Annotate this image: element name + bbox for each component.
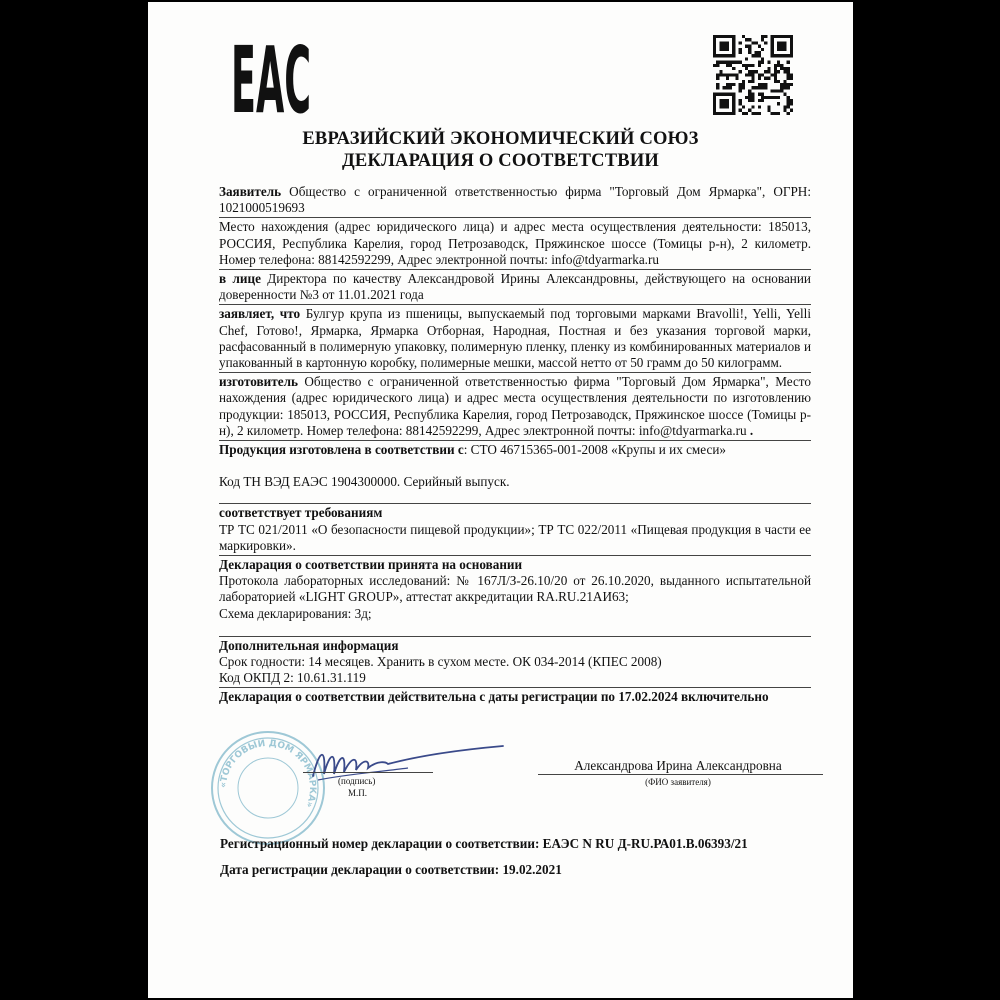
eac-logo [230, 27, 312, 134]
declares-section [219, 306, 811, 373]
manufacturer-end-mark: . [746, 422, 754, 438]
additional-label: Дополнительная информация [219, 637, 399, 653]
produced-label: Продукция изготовлена в соответствии с [219, 442, 464, 458]
additional-section [219, 638, 811, 689]
declares-label: заявляет, что [219, 306, 301, 322]
location-section [219, 219, 811, 270]
basis-section [219, 557, 811, 637]
signature-area [208, 726, 828, 836]
signer-name-caption: (ФИО заявителя) [645, 777, 711, 787]
manufacturer-section [219, 374, 811, 441]
title-line-2: ДЕКЛАРАЦИЯ О СООТВЕТСТВИИ [341, 151, 660, 171]
basis-scheme: Схема декларирования: 3д; [219, 605, 372, 621]
declaration-page [148, 2, 853, 998]
validity-text: Декларация о соответствии действительна с даты регистрации по 17.02.2024 включительно [219, 689, 769, 705]
complies-text: ТР ТС 021/2011 «О безопасности пищевой продукции»; ТР ТС 022/2011 «Пищевая продукция в части ее маркировки». [219, 521, 811, 553]
location-text: Место нахождения (адрес юридического лица) и адрес места осуществления деятельности: 185013, РОССИЯ, Республика Карелия, город Петрозаводск, Пряжинское шоссе (Томицы р-н), 2 километр. Номер телефона: 88142592299, Адрес электронной почты: info@tdyarmarka.ru [219, 219, 811, 267]
page-title [148, 128, 853, 172]
complies-label: соответствует требованиям [219, 505, 383, 521]
title-line-1: ЕВРАЗИЙСКИЙ ЭКОНОМИЧЕСКИЙ СОЮЗ [302, 129, 699, 149]
produced-section [219, 442, 811, 459]
tn-ved-code: Код ТН ВЭД ЕАЭС 1904300000. Серийный выпуск. [219, 474, 510, 490]
declaration-body [219, 184, 811, 708]
signature-caption: (подпись) [338, 776, 376, 786]
svg-text:ЕАС: ЕАС [231, 27, 311, 134]
svg-text:«ТОРГОВЫЙ ДОМ ЯРМАРКА»: «ТОРГОВЫЙ ДОМ ЯРМАРКА» [218, 738, 318, 809]
signer-name: Александрова Ирина Александровна [574, 758, 782, 773]
manufacturer-label: изготовитель [219, 374, 298, 390]
additional-line-2: Код ОКПД 2: 10.61.31.119 [219, 670, 366, 686]
represented-text: Директора по качеству Александровой Ирины Александровны, действующего на основании доверенности №3 от 11.01.2021 года [219, 271, 811, 303]
basis-text: Протокола лабораторных исследований: № 167Л/З-26.10/20 от 26.10.2020, выданного испытательной лабораторией «LIGHT GROUP», аттестат аккредитации RA.RU.21АИ63; [219, 573, 811, 605]
declares-text: Булгур крупа из пшеницы, выпускаемый под торговыми марками Bravolli!, Yelli, Yelli Chef, Готово!, Ярмарка, Ярмарка Отборная, Народная, Постная и без указания торговой марки, расфасованный в полимерную упаковку, полимерную пленку, пленку из комбинированных материалов и упакованный в картонную коробку, полимерные мешки, массой нетто от 50 грамм до 50 килограмм. [219, 306, 811, 371]
registration-number: Регистрационный номер декларации о соответствии: ЕАЭС N RU Д-RU.РА01.В.06393/21 [220, 836, 748, 851]
complies-section [219, 505, 811, 556]
applicant-label: Заявитель [219, 184, 282, 199]
represented-label: в лице [219, 271, 261, 287]
qr-code [713, 35, 793, 115]
produced-text: : СТО 46715365-001-2008 «Крупы и их смеси» [463, 442, 726, 458]
validity-section [219, 689, 811, 706]
code-section [219, 474, 811, 504]
additional-line-1: Срок годности: 14 месяцев. Хранить в сухом месте. ОК 034-2014 (КПЕС 2008) [219, 654, 662, 670]
stamp-place-caption: М.П. [348, 788, 368, 798]
manufacturer-text: Общество с ограниченной ответственностью фирма "Торговый Дом Ярмарка", Место нахождения (адрес юридического лица) и адрес места осуществления деятельности по изготовлению продукции: 185013, РОССИЯ, Республика Карелия, город Петрозаводск, Пряжинское шоссе (Томицы р-н), 2 километр. Номер телефона: 88142592299, Адрес электронной почты: info@tdyarmarka.ru [219, 374, 811, 438]
represented-section [219, 271, 811, 305]
registration-date: Дата регистрации декларации о соответствии: 19.02.2021 [220, 862, 562, 877]
applicant-section [219, 184, 811, 218]
basis-label: Декларация о соответствии принята на основании [219, 557, 523, 573]
applicant-text: Общество с ограниченной ответственностью фирма "Торговый Дом Ярмарка", ОГРН: 1021000519693 [219, 184, 811, 216]
